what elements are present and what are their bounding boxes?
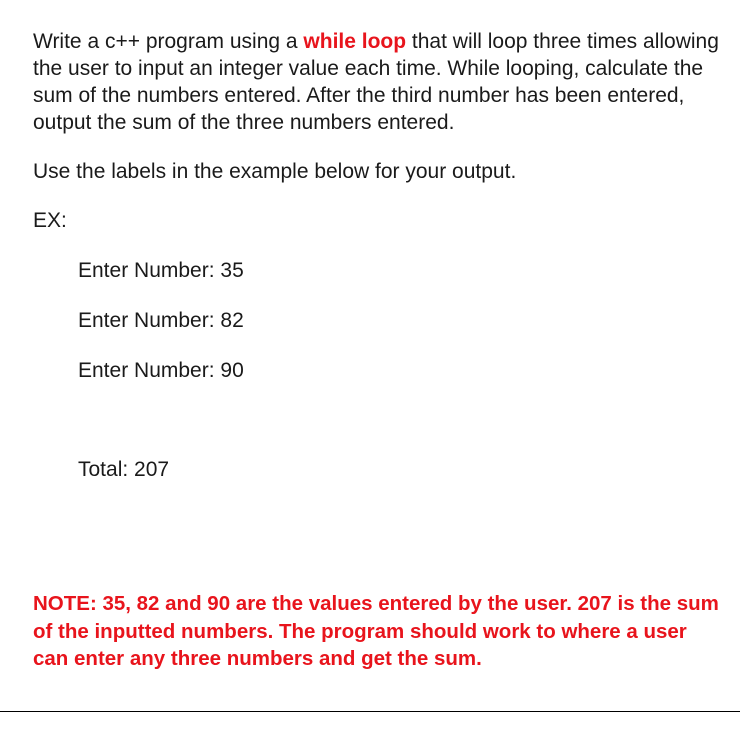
example-label: EX: — [33, 209, 67, 232]
labels-instruction: Use the labels in the example below for your output. — [33, 160, 517, 183]
example-line-2: Enter Number: 82 — [78, 309, 244, 332]
assignment-document — [33, 28, 723, 483]
while-loop-highlight: while loop — [303, 30, 407, 53]
intro-text-before: Write a c++ program using a — [33, 30, 304, 53]
note-paragraph: NOTE: 35, 82 and 90 are the values entered by the user. 207 is the sum of the inputted numbers. The program should work to where a user can enter any three numbers and get the sum. — [33, 592, 719, 670]
bottom-divider — [0, 711, 740, 712]
example-line-1: Enter Number: 35 — [78, 259, 244, 282]
intro-text-after: that will loop three times allowing the user to input an integer value each time. While looping, calculate the sum of the numbers entered. After the third number has been entered, output the sum of the three numbers entered. — [33, 30, 719, 134]
intro-paragraph — [33, 28, 723, 136]
example-output — [78, 257, 723, 483]
example-total: Total: 207 — [78, 458, 170, 481]
example-line-3: Enter Number: 90 — [78, 359, 244, 382]
